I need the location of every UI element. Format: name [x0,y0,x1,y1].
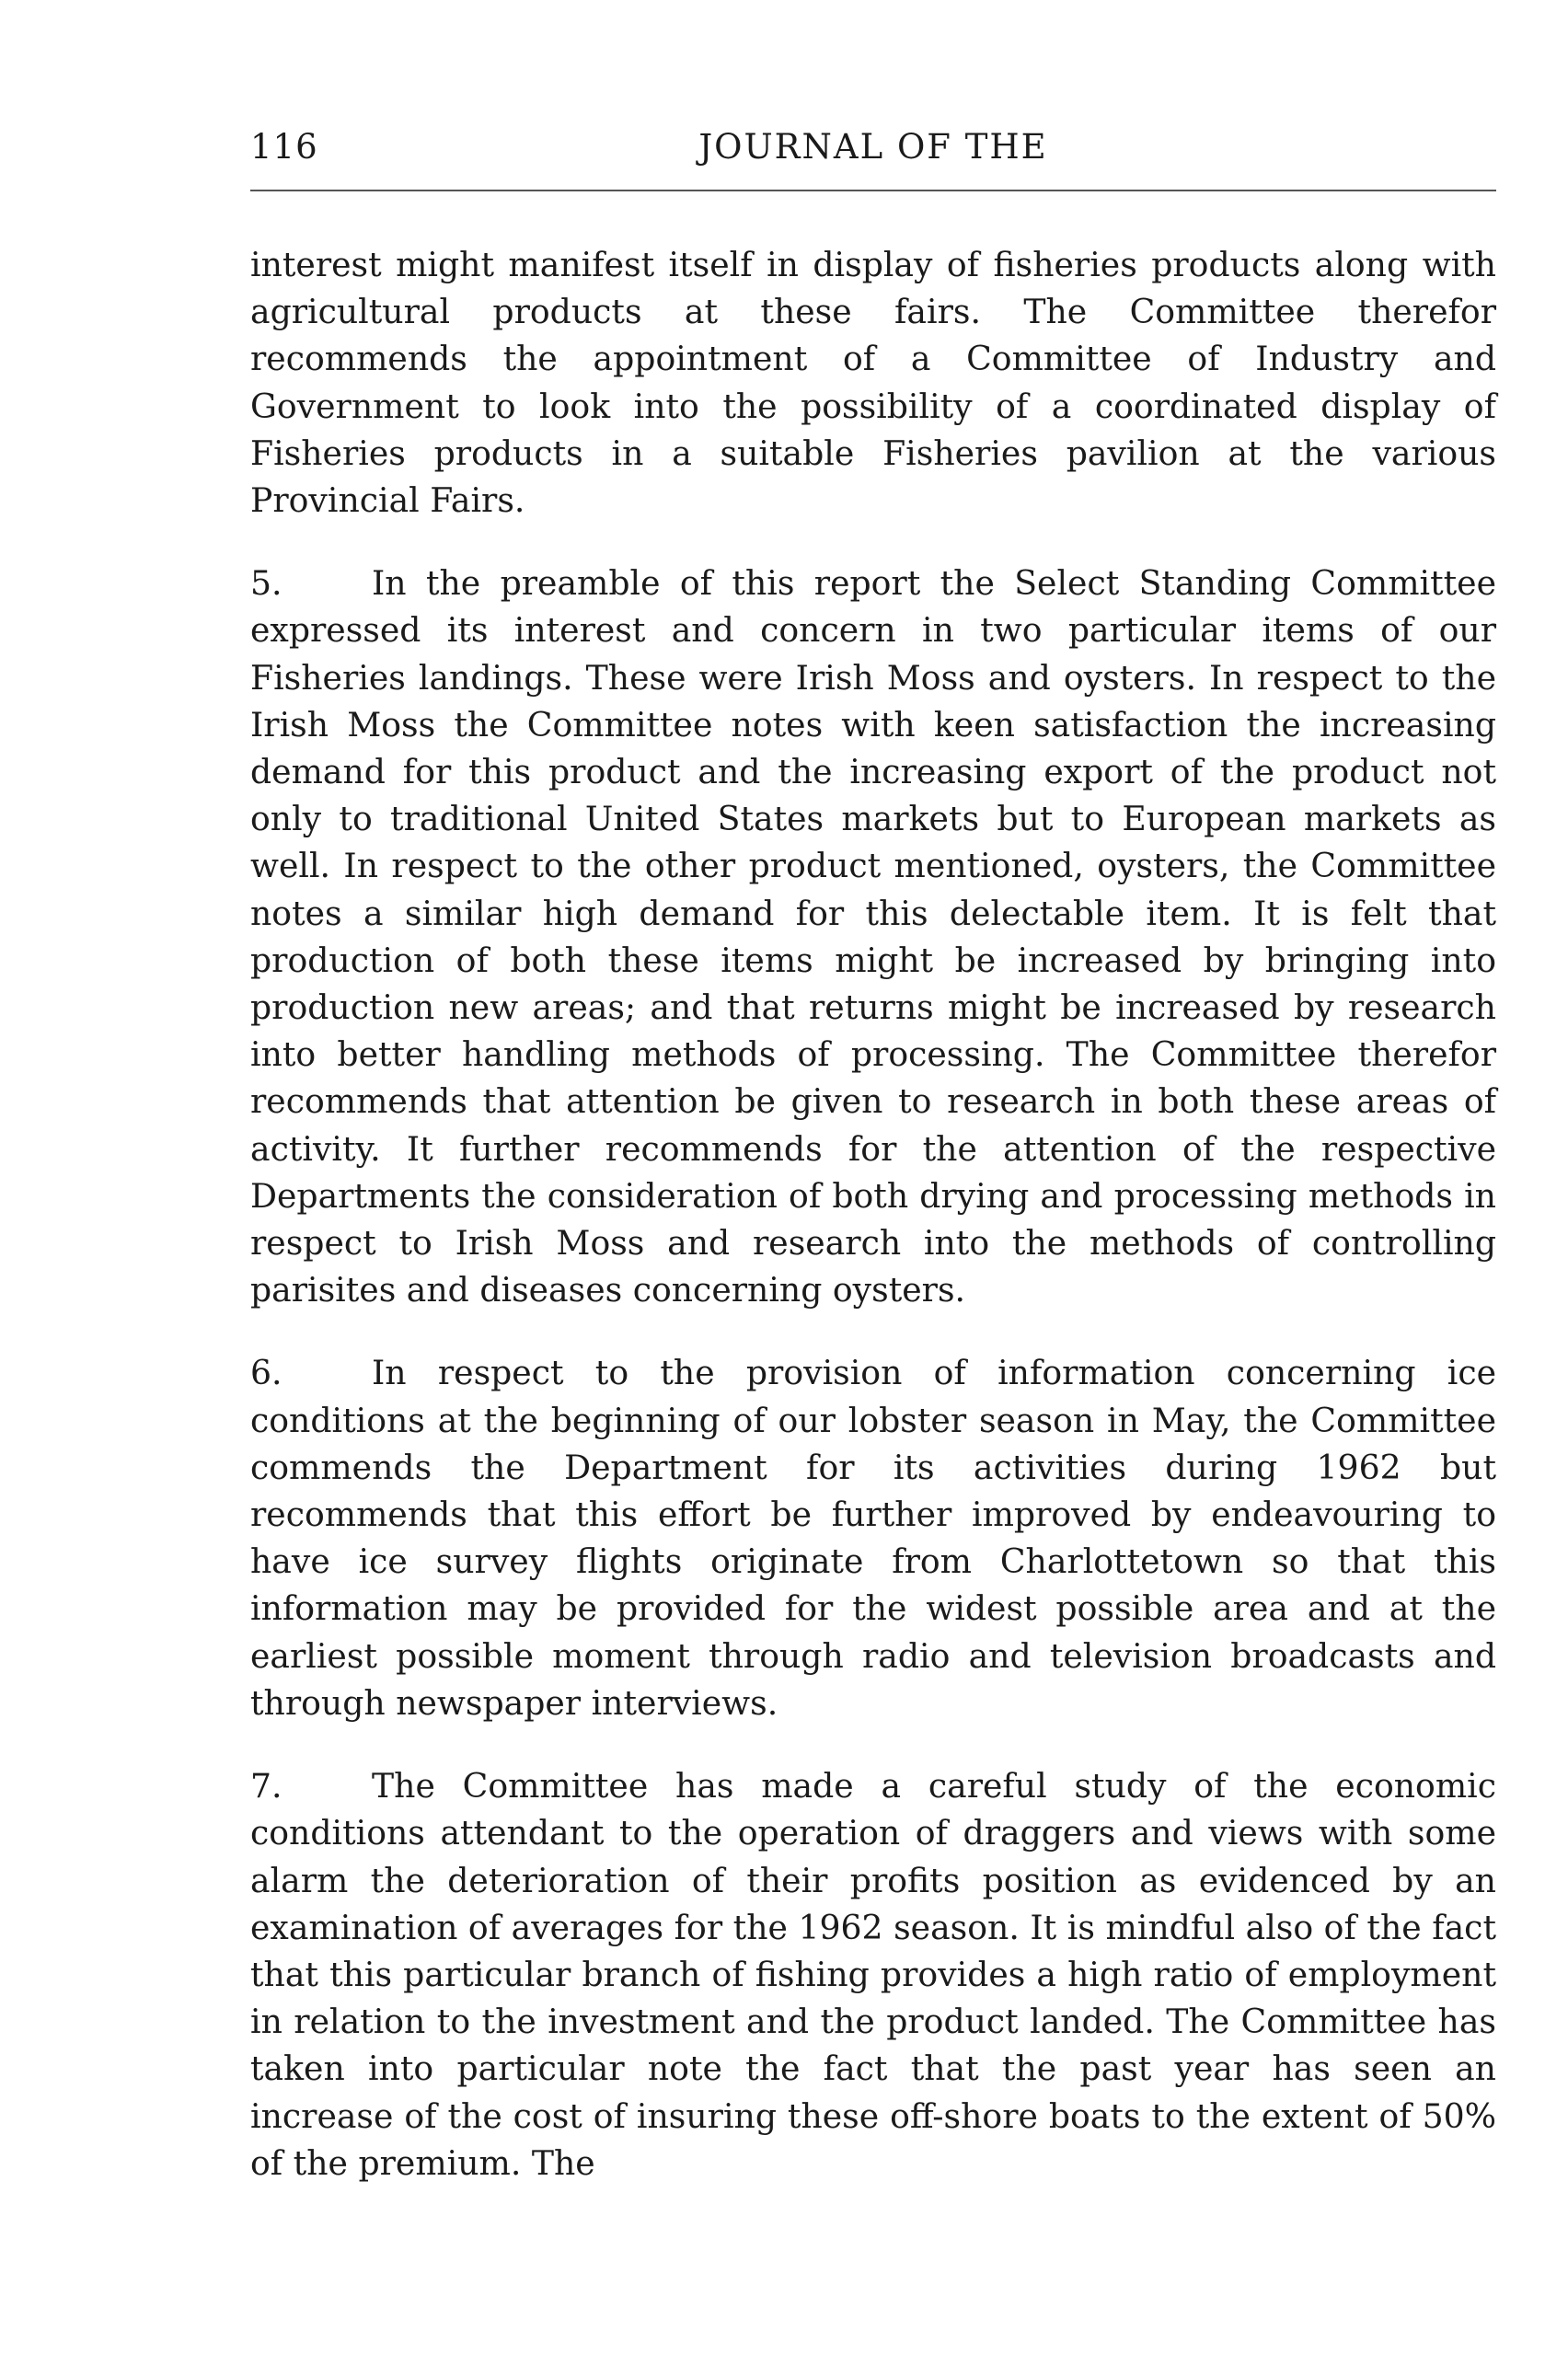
header-rule [250,190,1496,191]
body-text [250,241,1496,2222]
paragraph-text: In respect to the provision of information concerning ice conditions at the beginning of our lobster season in May, the Committee commends the Department for its activities during 1962 but recommends that this effort be further improved by endeavouring to have ice survey flights originate from Charlottetown so that this information may be provided for the widest possible area and at the earliest possible moment through radio and television broadcasts and through newspaper interviews. [250,1353,1496,1723]
paragraph-text: The Committee has made a careful study of the economic conditions attendant to the operation of draggers and views with some alarm the deterioration of their profits position as evidenced by an examination of averages for the 1962 season. It is mindful also of the fact that this particular branch of fishing provides a high ratio of employment in relation to the investment and the product landed. The Committee has taken into particular note the fact that the past year has seen an increase of the cost of insuring these off-shore boats to the extent of 50% of the premium. The [250,1766,1496,2183]
paragraph-number: 6. [250,1353,282,1393]
paragraph-continued [250,241,1496,524]
paragraph-6 [250,1349,1496,1726]
running-title: JOURNAL OF THE [698,127,1048,167]
paragraph-5 [250,560,1496,1313]
page-header [250,127,1496,182]
paragraph-number: 7. [250,1766,282,1806]
paragraph-number: 5. [250,563,282,604]
paragraph-text: In the preamble of this report the Select Standing Committee expressed its interest and concern in two particular items of our Fisheries landings. These were Irish Moss and oysters. In respect to the Irish Moss the Committee notes with keen satisfaction the increasing demand for this product and the increasing export of the product not only to traditional United States markets but to European markets as well. In respect to the other product mentioned, oysters, the Committee notes a similar high demand for this delectable item. It is felt that production of both these items might be increased by bringing into production new areas; and that returns might be increased by research into better handling methods of processing. The Committee therefor recommends that attention be given to research in both these areas of activity. It further recommends for the attention of the respective Departments the consideration of both drying and processing methods in respect to Irish Moss and research into the methods of controlling parisites and diseases concerning oysters. [250,563,1496,1310]
paragraph-text: interest might manifest itself in display of fisheries products along with agricultural products at these fairs. The Committee therefor recommends the appointment of a Committee of Industry and Government to look into the possibility of a coordinated display of Fisheries products in a suitable Fisheries pavilion at the various Provincial Fairs. [250,245,1496,521]
paragraph-7 [250,1762,1496,2187]
page-number: 116 [250,127,318,167]
